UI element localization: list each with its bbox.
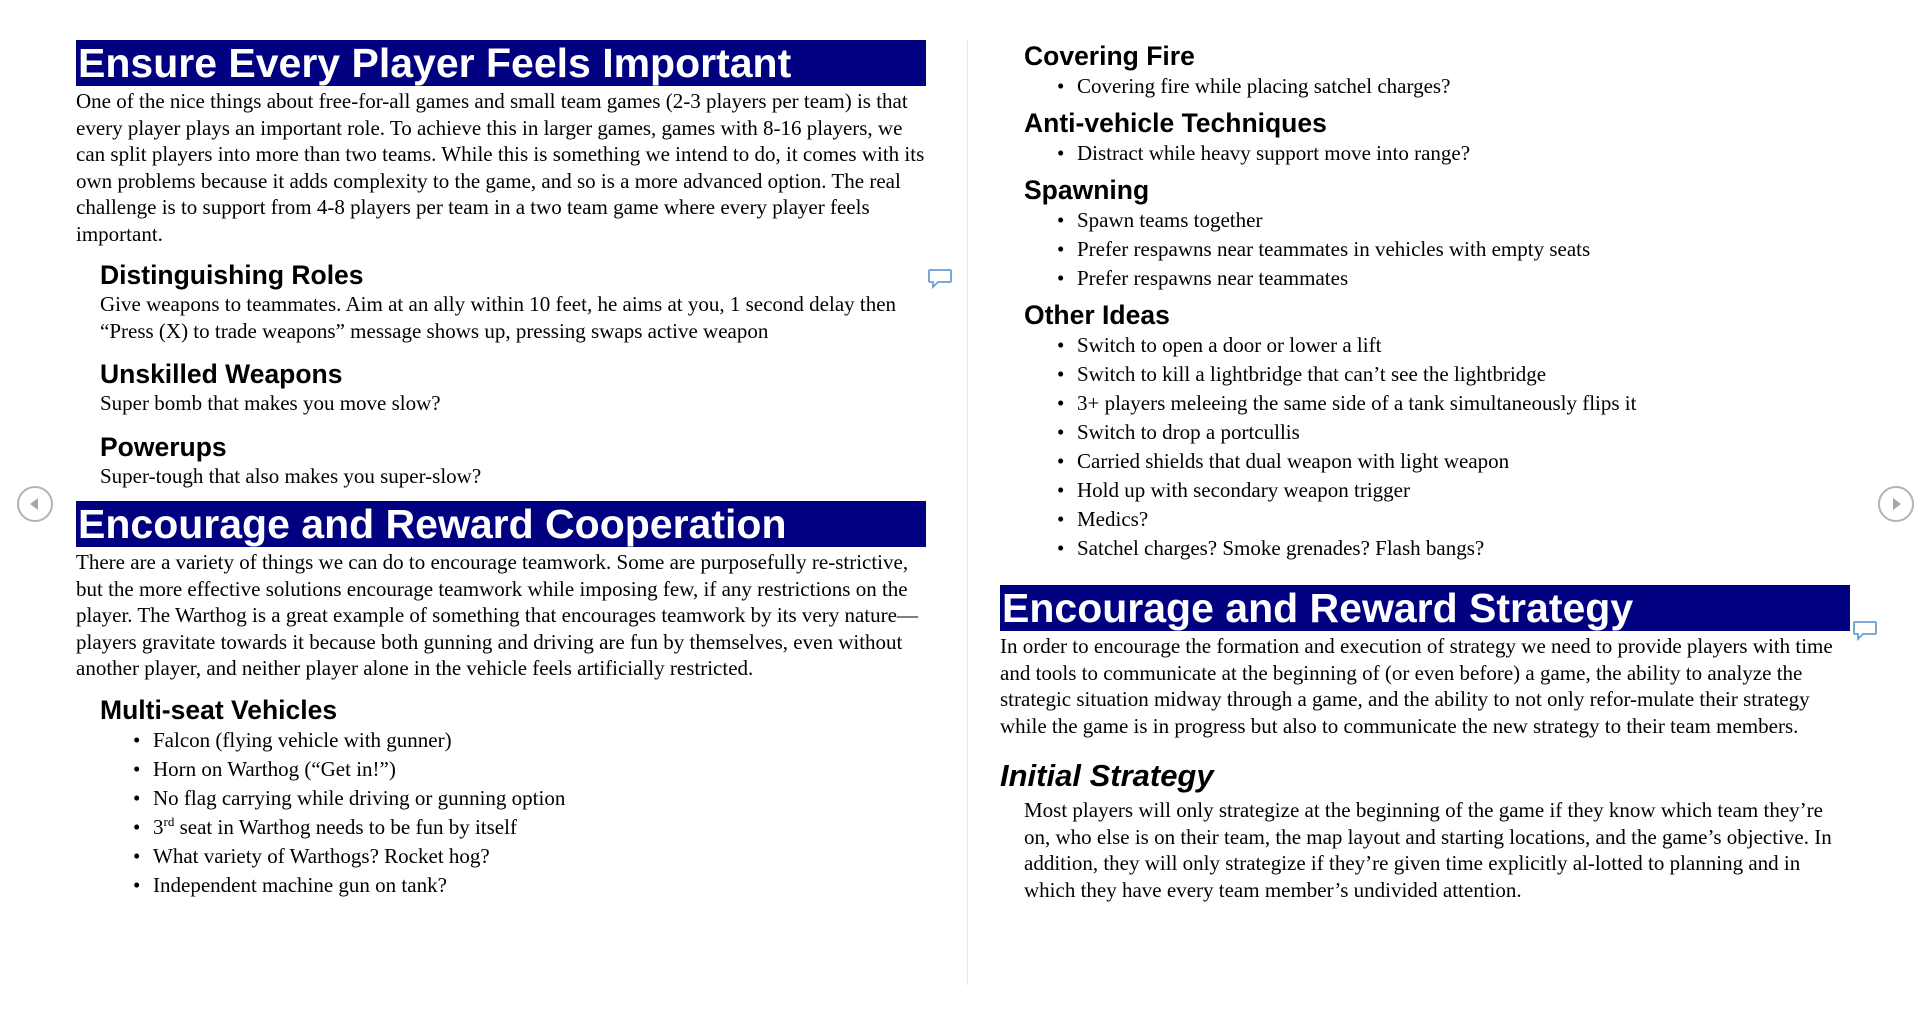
list-item: • Satchel charges? Smoke grenades? Flash bangs?	[1054, 534, 1868, 563]
bullet-list	[130, 726, 932, 900]
section-heading: Encourage and Reward Cooperation	[76, 501, 926, 547]
list-item: • Prefer respawns near teammates	[1054, 264, 1868, 293]
paragraph: Most players will only strategize at the beginning of the game if they know which team they’re on, who else is on their team, the map layout and starting locations, and the game’s objective. In addition, they will only strategize if they’re given time explicitly al-lotted to planning and in which they have every team member’s undivided attention.	[1024, 798, 1832, 902]
list-item: • Carried shields that dual weapon with light weapon	[1054, 447, 1868, 476]
chevron-right-icon	[1889, 497, 1903, 511]
list-item: • Spawn teams together	[1054, 206, 1868, 235]
paragraph: One of the nice things about free-for-all games and small team games (2-3 players per team) is that every player plays an important role. To achieve this in larger games, games with 8-16 players, we can split players into more than two teams. While this is something we intend to do, it comes with its own problems because it adds complexity to the game, and so is a more advanced option. The real challenge is to support from 4-8 players per team in a two team game where every player feels important.	[76, 89, 925, 246]
page-divider	[967, 40, 968, 985]
bullet-list	[1054, 331, 1868, 563]
bullet-list	[1054, 72, 1868, 101]
left-page	[76, 40, 932, 900]
list-item: • Horn on Warthog (“Get in!”)	[130, 755, 932, 784]
section-heading: Encourage and Reward Strategy	[1000, 585, 1850, 631]
list-item: • 3+ players meleeing the same side of a tank simultaneously flips it	[1054, 389, 1868, 418]
list-item: • Distract while heavy support move into range?	[1054, 139, 1868, 168]
paragraph: Super-tough that also makes you super-slow?	[100, 463, 482, 488]
paragraph: In order to encourage the formation and execution of strategy we need to provide players with time and tools to communicate at the beginning of (or even before) a game, the ability to analyze the strategic situation midway through a game, and the ability to not only refor-mulate their strategy while the game is in progress but also to communicate the new strategy to their team members.	[1000, 634, 1833, 738]
paragraph: Super bomb that makes you move slow?	[100, 391, 441, 415]
subheading: Initial Strategy	[1000, 758, 1214, 793]
subheading: Powerups	[100, 431, 227, 462]
subheading: Spawning	[1024, 175, 1150, 205]
section-heading: Ensure Every Player Feels Important	[76, 40, 926, 86]
list-item: • Medics?	[1054, 505, 1868, 534]
previous-page-button[interactable]	[17, 486, 53, 522]
bullet-list	[1054, 139, 1868, 168]
list-item: • Covering fire while placing satchel charges?	[1054, 72, 1868, 101]
subheading: Distinguishing Roles	[100, 260, 364, 290]
subheading: Other Ideas	[1024, 300, 1170, 330]
list-item: • Switch to open a door or lower a lift	[1054, 331, 1868, 360]
bullet-list	[1054, 206, 1868, 293]
list-item: • What variety of Warthogs? Rocket hog?	[130, 842, 932, 871]
paragraph: There are a variety of things we can do to encourage teamwork. Some are purposefully re-strictive, but the more effective solutions encourage teamwork while imposing few, if any restrictions on the player. The Warthog is a great example of something that encourages teamwork by its very nature—players gravitate towards it because both gunning and driving are fun by themselves, even without another player, and neither player alone in the vehicle feels artificially restricted.	[76, 550, 918, 680]
right-page	[1000, 40, 1868, 903]
list-item: • Prefer respawns near teammates in vehicles with empty seats	[1054, 235, 1868, 264]
list-item: • No flag carrying while driving or gunning option	[130, 784, 932, 813]
subheading: Anti-vehicle Techniques	[1024, 108, 1327, 138]
next-page-button[interactable]	[1878, 486, 1914, 522]
list-item: • Hold up with secondary weapon trigger	[1054, 476, 1868, 505]
list-item: • 3rd seat in Warthog needs to be fun by itself	[130, 813, 932, 842]
list-item: • Switch to kill a lightbridge that can’t see the lightbridge	[1054, 360, 1868, 389]
list-item: • Independent machine gun on tank?	[130, 871, 932, 900]
list-item: • Falcon (flying vehicle with gunner)	[130, 726, 932, 755]
subheading: Unskilled Weapons	[100, 359, 343, 389]
subheading: Multi-seat Vehicles	[100, 694, 338, 725]
chevron-left-icon	[28, 497, 42, 511]
subheading: Covering Fire	[1024, 41, 1195, 71]
list-item: • Switch to drop a portcullis	[1054, 418, 1868, 447]
paragraph: Give weapons to teammates. Aim at an ally within 10 feet, he aims at you, 1 second delay then “Press (X) to trade weapons” message shows up, pressing swaps active weapon	[100, 292, 897, 343]
